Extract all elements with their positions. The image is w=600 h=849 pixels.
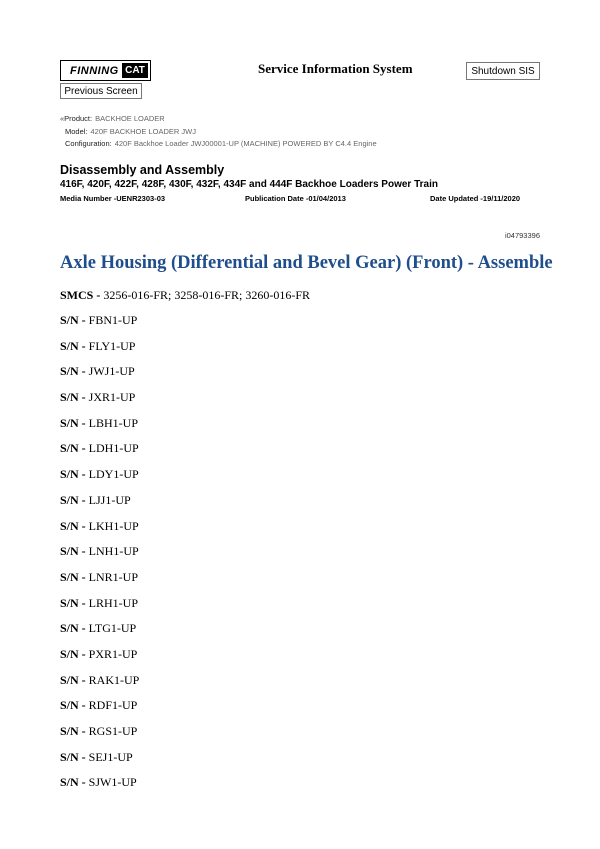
breadcrumb	[60, 113, 377, 151]
document-id: i04793396	[504, 231, 540, 240]
serial-number-item	[60, 467, 139, 493]
crumb-configuration	[60, 138, 377, 151]
media-number: Media Number -UENR2303-03	[60, 194, 166, 203]
serial-number-item	[60, 775, 139, 801]
crumb-product-value: BACKHOE LOADER	[95, 114, 165, 123]
serial-number-item	[60, 441, 139, 467]
serial-number-label: S/N -	[60, 749, 89, 764]
crumb-product-label: Product:	[64, 114, 93, 123]
serial-number-item	[60, 416, 139, 442]
crumb-model	[60, 126, 377, 139]
serial-number-value: RGS1-UP	[88, 724, 138, 738]
serial-number-value: RAK1-UP	[88, 672, 140, 687]
logo-text: FINNING	[70, 64, 119, 77]
serial-number-value: LDY1-UP	[88, 467, 139, 482]
serial-number-label: S/N -	[60, 441, 89, 456]
serial-number-item	[60, 390, 139, 416]
serial-number-item	[60, 313, 139, 339]
serial-number-item	[60, 596, 139, 622]
serial-number-value: LKH1-UP	[88, 518, 139, 533]
serial-number-item	[60, 544, 139, 570]
serial-number-value: SJW1-UP	[88, 775, 137, 790]
serial-number-item	[60, 673, 139, 699]
serial-number-value: LNH1-UP	[88, 544, 139, 559]
serial-number-label: S/N -	[60, 698, 89, 713]
serial-number-item	[60, 621, 139, 647]
document-subtitle: 416F, 420F, 422F, 428F, 430F, 432F, 434F and 444F Backhoe Loaders Power Train	[60, 179, 438, 190]
section-title: Disassembly and Assembly	[60, 163, 225, 177]
serial-number-item	[60, 698, 139, 724]
serial-number-value: JXR1-UP	[88, 390, 136, 405]
serial-number-label: S/N -	[60, 313, 89, 327]
serial-number-label: S/N -	[60, 467, 89, 482]
crumb-model-value: 420F BACKHOE LOADER JWJ	[90, 126, 196, 136]
serial-number-label: S/N -	[60, 569, 89, 584]
serial-number-value: RDF1-UP	[88, 698, 138, 713]
page-title: Axle Housing (Differential and Bevel Gear) (Front) - Assemble	[60, 253, 553, 273]
cat-badge: CAT	[122, 63, 148, 78]
serial-number-label: S/N -	[60, 621, 89, 636]
crumb-config-value: 420F Backhoe Loader JWJ00001-UP (MACHINE) POWERED BY C4.4 Engine	[114, 139, 377, 148]
serial-number-item	[60, 493, 139, 519]
crumb-product[interactable]	[60, 113, 377, 126]
serial-number-item	[60, 570, 139, 596]
serial-number-value: SEJ1-UP	[88, 749, 133, 764]
smcs-label: SMCS -	[60, 288, 104, 302]
serial-number-item	[60, 364, 139, 390]
smcs-value: 3256-016-FR; 3258-016-FR; 3260-016-FR	[103, 288, 311, 302]
previous-screen-button[interactable]: Previous Screen	[60, 83, 142, 99]
serial-number-value: LDH1-UP	[88, 441, 139, 456]
back-arrow-icon[interactable]: «	[60, 114, 65, 123]
serial-number-item	[60, 750, 139, 776]
serial-number-value: FLY1-UP	[88, 338, 136, 353]
serial-number-item	[60, 519, 139, 545]
serial-number-label: S/N -	[60, 338, 89, 353]
serial-number-label: S/N -	[60, 518, 89, 533]
serial-number-value: LNR1-UP	[88, 569, 139, 584]
crumb-model-label: Model:	[65, 126, 88, 136]
serial-number-value: FBN1-UP	[88, 313, 138, 327]
serial-number-label: S/N -	[60, 724, 89, 738]
smcs-line	[60, 288, 310, 303]
serial-number-label: S/N -	[60, 646, 89, 661]
serial-number-label: S/N -	[60, 775, 89, 790]
serial-number-value: PXR1-UP	[88, 646, 138, 661]
serial-number-label: S/N -	[60, 415, 89, 430]
serial-number-label: S/N -	[60, 595, 89, 610]
serial-number-label: S/N -	[60, 492, 89, 507]
publication-date: Publication Date -01/04/2013	[245, 194, 346, 203]
date-updated: Date Updated -19/11/2020	[430, 194, 521, 203]
system-title: Service Information System	[258, 61, 413, 76]
serial-number-value: LJJ1-UP	[88, 492, 131, 507]
serial-number-item	[60, 339, 139, 365]
serial-number-label: S/N -	[60, 672, 89, 687]
finning-cat-logo	[60, 60, 151, 81]
serial-number-label: S/N -	[60, 544, 89, 559]
serial-number-list	[60, 313, 139, 801]
shutdown-sis-button[interactable]: Shutdown SIS	[466, 62, 540, 80]
serial-number-value: JWJ1-UP	[88, 364, 135, 379]
serial-number-value: LBH1-UP	[88, 415, 139, 430]
serial-number-item	[60, 724, 139, 750]
serial-number-value: LTG1-UP	[88, 621, 137, 636]
serial-number-label: S/N -	[60, 364, 89, 379]
serial-number-item	[60, 647, 139, 673]
serial-number-value: LRH1-UP	[88, 595, 139, 610]
serial-number-label: S/N -	[60, 390, 89, 405]
crumb-config-label: Configuration:	[65, 139, 112, 148]
